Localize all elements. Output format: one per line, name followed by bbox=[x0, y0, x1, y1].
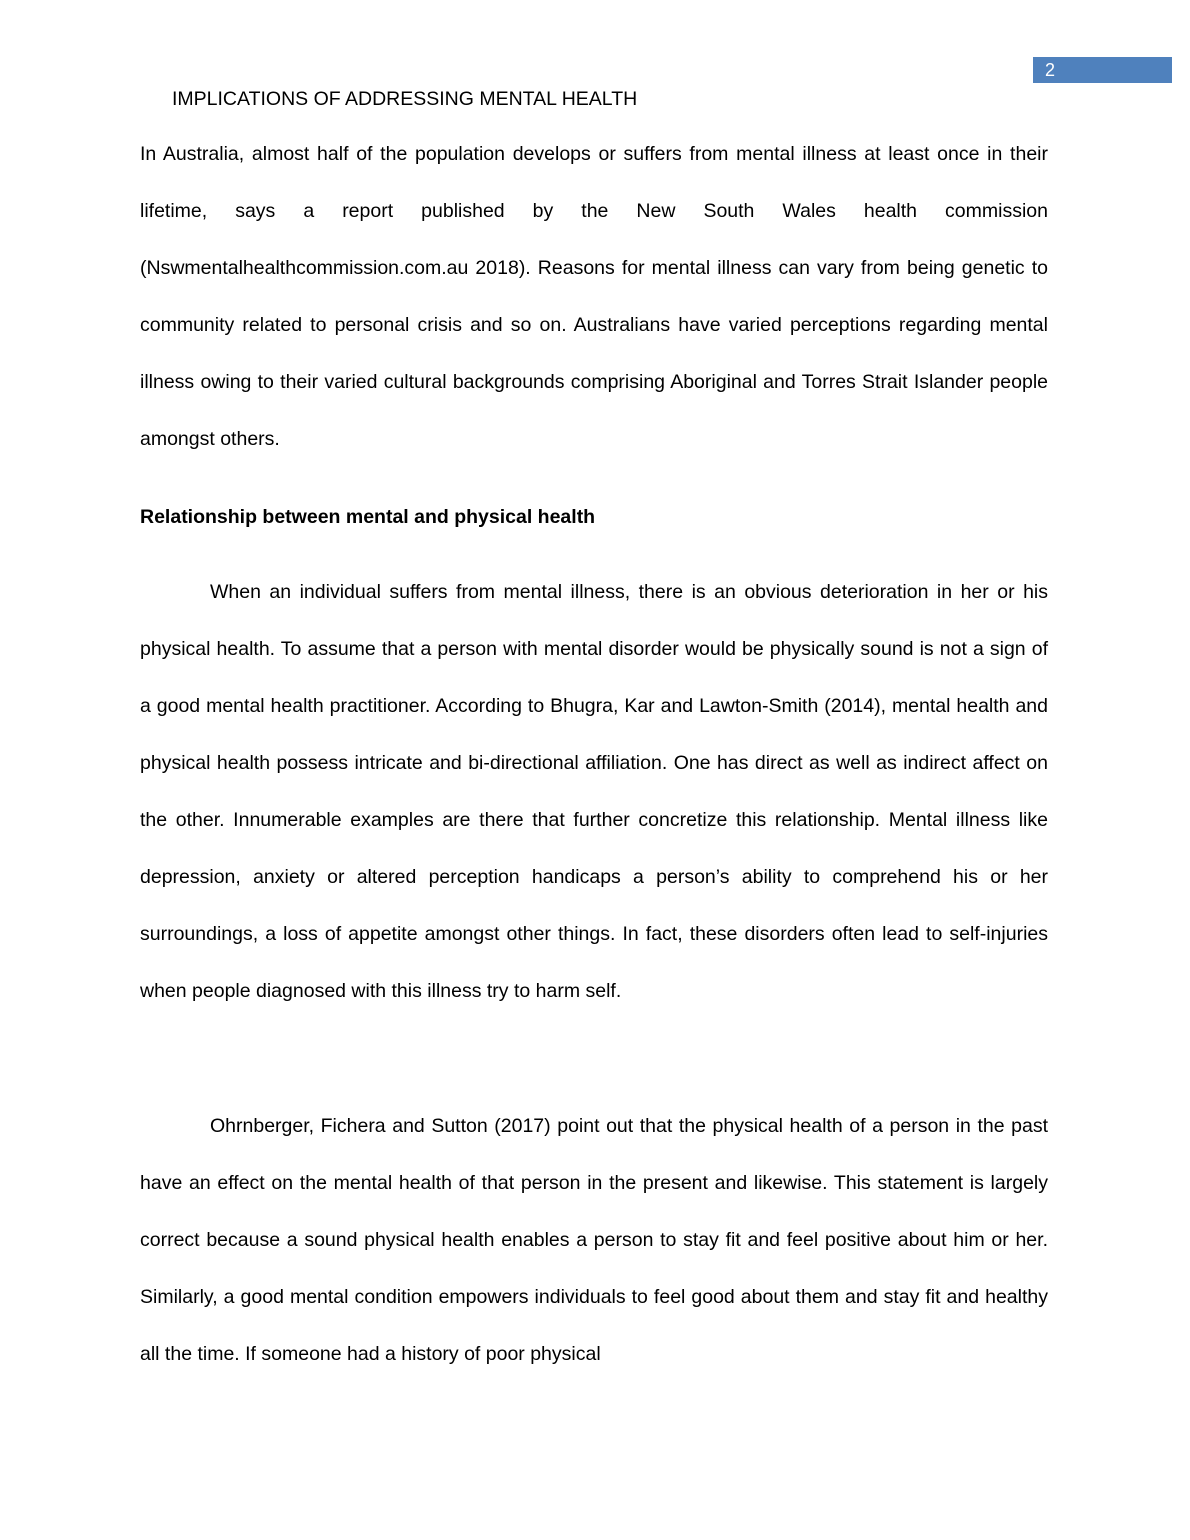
paragraph-intro: In Australia, almost half of the population develops or suffers from mental illness at least once in their lifetime, says a report published by the New South Wales health commission (Nswmentalhealthcommission.com.au 2018). Reasons for mental illness can vary from being genetic to community related to personal crisis and so on. Australians have varied perceptions regarding mental illness owing to their varied cultural backgrounds comprising Aboriginal and Torres Strait Islander people amongst others. bbox=[140, 143, 1048, 450]
page-number: 2 bbox=[1045, 60, 1056, 80]
section-heading: Relationship between mental and physical health bbox=[140, 506, 596, 528]
page-number-box bbox=[1033, 57, 1172, 83]
paragraph-relationship: When an individual suffers from mental illness, there is an obvious deterioration in her or his physical health. To assume that a person with mental disorder would be physically sound is not a sign of a good mental health practitioner. According to Bhugra, Kar and Lawton-Smith (2014), mental health and physical health possess intricate and bi-directional affiliation. One has direct as well as indirect affect on the other. Innumerable examples are there that further concretize this relationship. Mental illness like depression, anxiety or altered perception handicaps a person’s ability to comprehend his or her surroundings, a loss of appetite amongst other things. In fact, these disorders often lead to self-injuries when people diagnosed with this illness try to harm self. bbox=[140, 581, 1048, 1002]
running-head: IMPLICATIONS OF ADDRESSING MENTAL HEALTH bbox=[172, 88, 638, 110]
paragraph-ohrnberger: Ohrnberger, Fichera and Sutton (2017) point out that the physical health of a person in the past have an effect on the mental health of that person in the present and likewise. This statement is largely correct because a sound physical health enables a person to stay fit and feel positive about him or her. Similarly, a good mental condition empowers individuals to feel good about them and stay fit and healthy all the time. If someone had a history of poor physical bbox=[140, 1115, 1048, 1365]
